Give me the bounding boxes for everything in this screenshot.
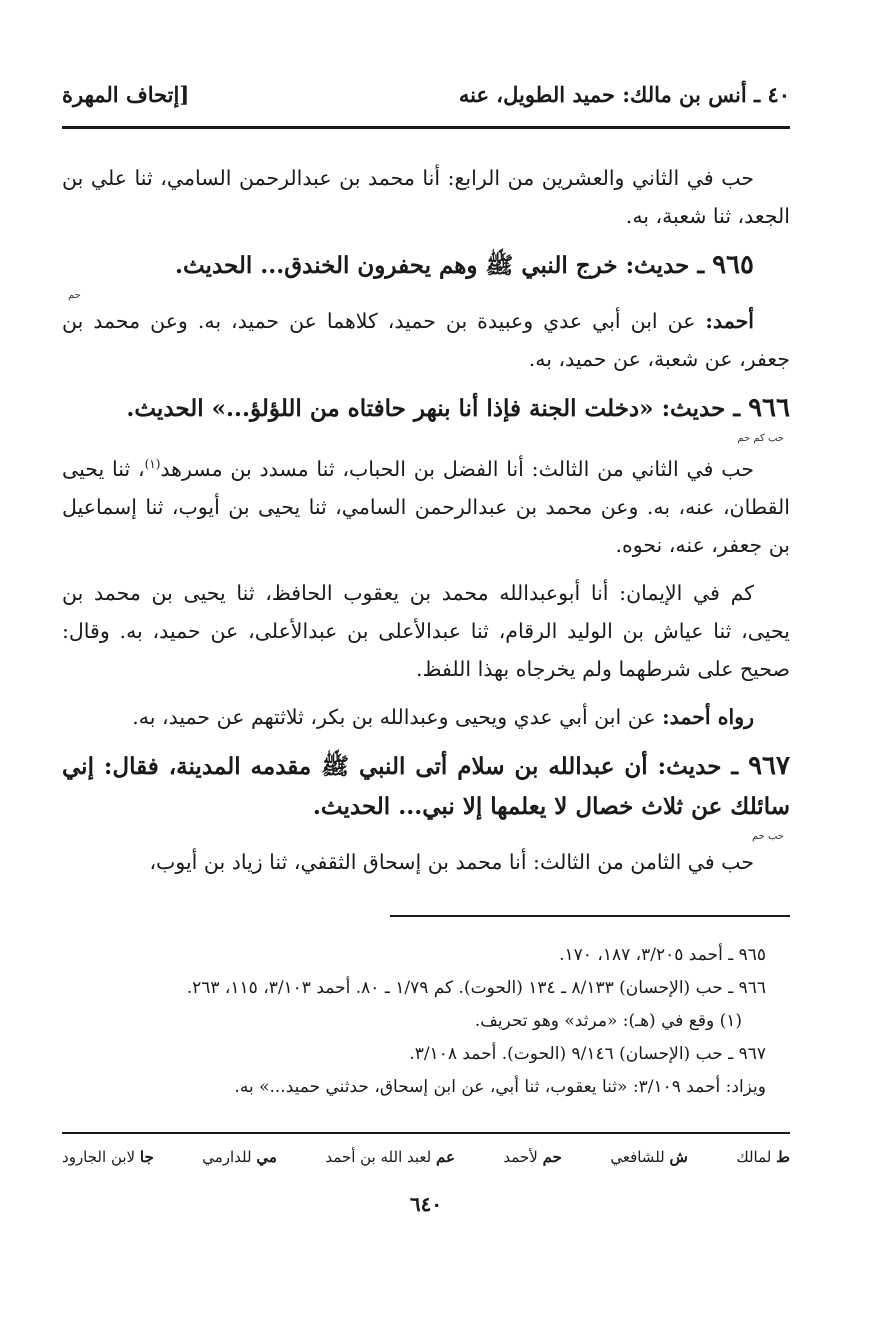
hadith-label: ـ حديث: — [625, 252, 705, 279]
hadith-siglum: حم — [68, 290, 81, 301]
hadith-siglum: حب كم حم — [737, 433, 784, 444]
header-rule — [62, 126, 790, 129]
hadith-number: ٩٦٧ — [748, 750, 790, 781]
hadith-number: ٩٦٦ — [748, 393, 790, 423]
hadith-label: ـ حديث: — [657, 752, 739, 780]
paragraph-ahmad-965 — [62, 302, 790, 378]
hadith-965-heading — [62, 245, 790, 302]
footnote-967: ٩٦٧ ـ حب (الإحسان) ٩/١٤٦ (الحوت). أحمد ٣/١٠٨. — [409, 1043, 766, 1064]
paragraph-ibn-hibban-964: حب في الثاني والعشرين من الرابع: أنا محمد بن عبدالرحمن السامي، ثنا علي بن الجعد، ثنا شعبة، به. — [62, 166, 790, 228]
abbreviations-rule — [62, 1132, 790, 1134]
abbreviation-item: ش للشافعي — [610, 1147, 688, 1166]
paragraph-ahmad-966 — [62, 698, 790, 736]
abbreviation-item: ط لمالك — [736, 1147, 790, 1166]
paragraph-hakim-966: كم في الإيمان: أنا أبوعبدالله محمد بن يعقوب الحافظ، ثنا يحيى بن محمد بن يحيى، ثنا عياش بن الوليد الرقام، ثنا عبدالأعلى بن عبدالأعلى، عن حميد، به. وقال: صحيح على شرطهما ولم يخرجاه بهذا اللفظ. — [62, 580, 790, 681]
hadith-967-heading — [62, 746, 790, 843]
hadith-966-heading — [62, 388, 790, 445]
book-page — [62, 70, 790, 1310]
hadith-number: ٩٦٥ — [712, 250, 754, 280]
abbreviation-item: مي للدارمي — [202, 1147, 277, 1166]
paragraph-ibn-hibban-967: حب في الثامن من الثالث: أنا محمد بن إسحاق الثقفي، ثنا زياد بن أيوب، — [149, 849, 754, 874]
footnote-966: ٩٦٦ ـ حب (الإحسان) ٨/١٣٣ ـ ١٣٤ (الحوت). كم ١/٧٩ ـ ٨٠. أحمد ٣/١٠٣، ١١٥، ٢٦٣. — [186, 977, 766, 998]
hadith-text: خرج النبي ﷺ وهم يحفرون الخندق... الحديث. — [174, 252, 618, 279]
footnote-967-addendum: ويزاد: أحمد ٣/١٠٩: «ثنا يعقوب، ثنا أبي، عن ابن إسحاق، حدثني حميد...» به. — [234, 1076, 766, 1097]
hadith-siglum: حب حم — [751, 830, 784, 842]
footnotes — [62, 939, 790, 1104]
abbreviations-key — [62, 1148, 790, 1166]
text-segment: حب في الثاني من الثالث: أنا الفضل بن الحباب، ثنا مسدد بن مسرهد — [160, 456, 754, 481]
footnote-1: (١) وقع في (هـ): «مرثد» وهو تحريف. — [474, 1010, 742, 1031]
source-label: أحمد: — [705, 309, 754, 333]
page-number: ٦٤٠ — [409, 1191, 443, 1216]
abbreviation-item: عم لعبد الله بن أحمد — [325, 1147, 455, 1166]
footnote-rule — [390, 915, 790, 917]
main-text — [62, 159, 790, 881]
source-text: عن ابن أبي عدي وعبيدة بن حميد، كلاهما عن حميد، به. وعن محمد بن جعفر، عن شعبة، عن حميد، به. — [62, 309, 790, 371]
text-segment: ، ثنا يحيى القطان، عنه، به. وعن محمد بن عبدالرحمن السامي، ثنا يحيى بن أيوب، ثنا إسماعيل بن جعفر، عنه، نحوه. — [62, 456, 790, 557]
header-book-title: [إتحاف المهرة — [62, 81, 190, 107]
header-chapter-title: ٤٠ ـ أنس بن مالك: حميد الطويل، عنه — [458, 81, 790, 107]
hadith-text: «دخلت الجنة فإذا أنا بنهر حافتاه من اللؤلؤ...» الحديث. — [126, 395, 654, 422]
source-text: عن ابن أبي عدي ويحيى وعبدالله بن بكر، ثلاثتهم عن حميد، به. — [132, 704, 656, 729]
abbreviation-item: جا لابن الجارود — [62, 1147, 154, 1166]
paragraph-ibn-hibban-966 — [62, 445, 790, 564]
hadith-label: ـ حديث: — [661, 395, 741, 422]
running-header — [62, 70, 790, 118]
hadith-text: أن عبدالله بن سلام أتى النبي ﷺ مقدمه المدينة، فقال: إني سائلك عن ثلاث خصال لا يعلمها إلا نبي... الحديث. — [62, 752, 790, 820]
abbreviation-item: حم لأحمد — [503, 1147, 562, 1166]
footnote-marker: (١) — [144, 457, 161, 471]
source-label: رواه أحمد: — [662, 704, 754, 729]
footnote-965: ٩٦٥ ـ أحمد ٣/٢٠٥، ١٨٧، ١٧٠. — [559, 944, 766, 965]
